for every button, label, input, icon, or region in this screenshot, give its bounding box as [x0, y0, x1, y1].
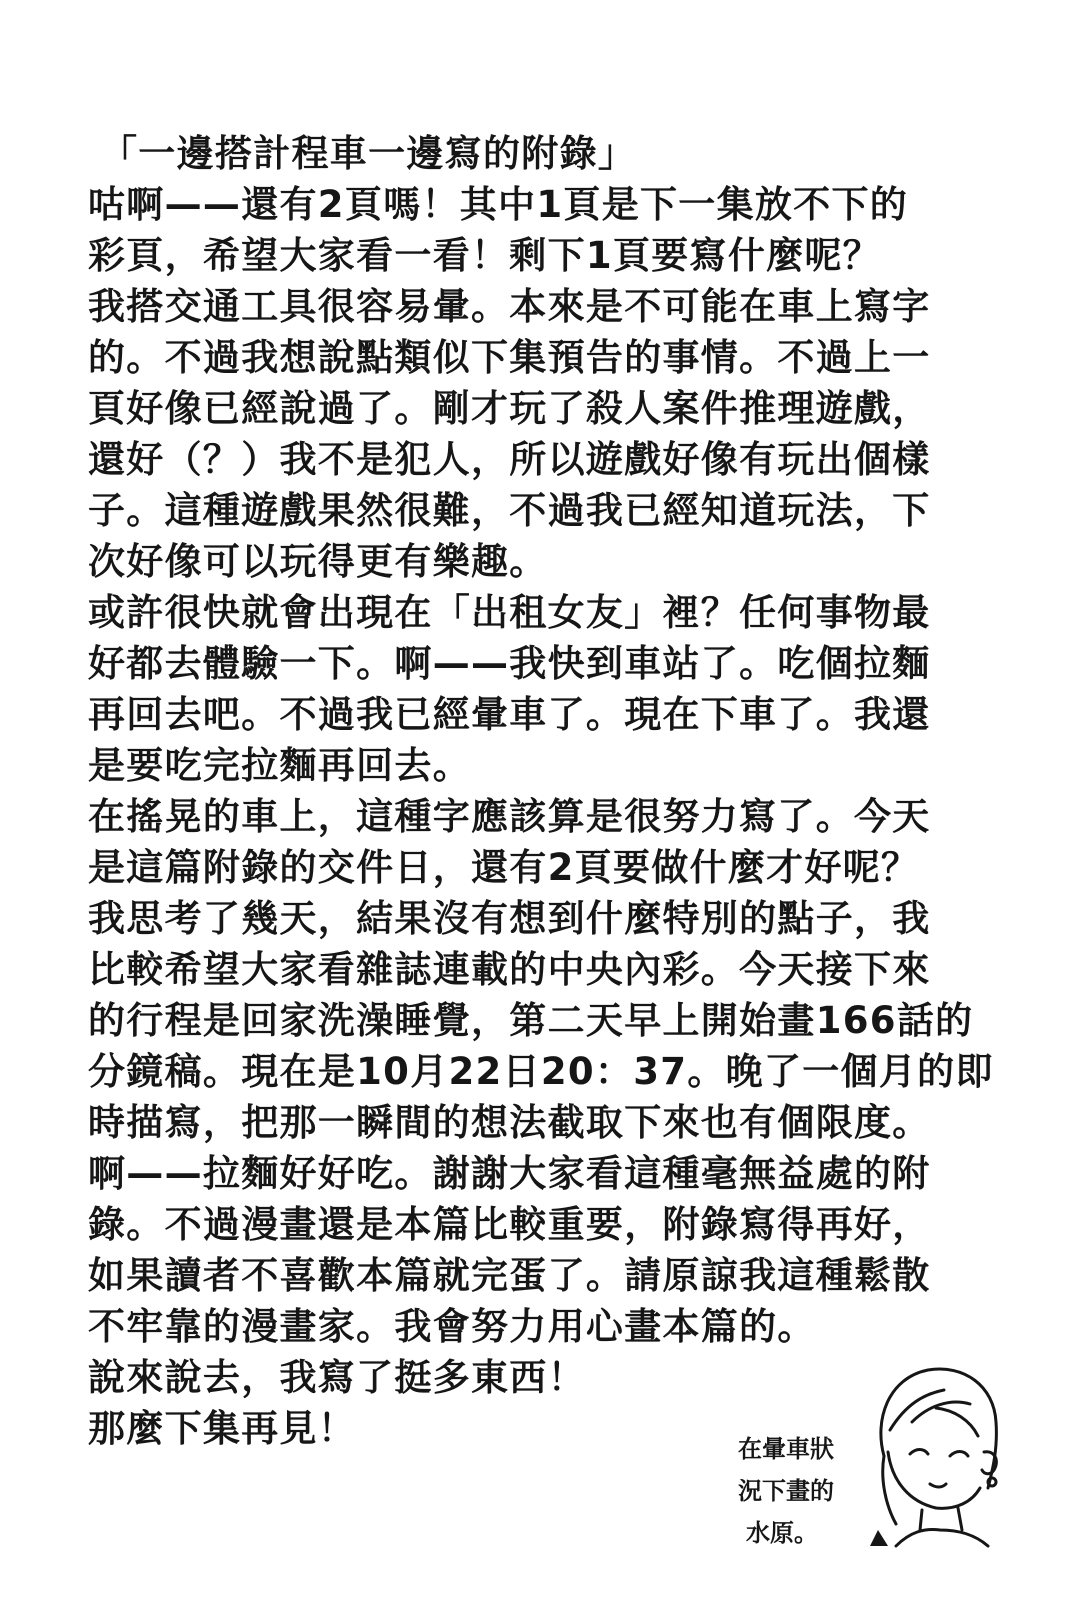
author-self-portrait	[866, 1360, 1006, 1550]
notes-line: 分鏡稿。現在是10月22日20：37。晚了一個月的即	[88, 1050, 994, 1093]
notes-line: 再回去吧。不過我已經暈車了。現在下車了。我還	[88, 693, 931, 736]
notes-line: 頁好像已經說過了。剛才玩了殺人案件推理遊戲，	[88, 387, 931, 430]
notes-line: 是要吃完拉麵再回去。	[88, 744, 471, 787]
notes-line: 還好（？）我不是犯人，所以遊戲好像有玩出個樣	[88, 438, 931, 481]
notes-title: 「一邊搭計程車一邊寫的附錄」	[100, 132, 637, 175]
notes-line: 或許很快就會出現在「出租女友」裡？任何事物最	[88, 591, 931, 634]
notes-line: 我思考了幾天，結果沒有想到什麼特別的點子，我	[88, 897, 931, 940]
notes-line: 那麼下集再見！	[88, 1407, 357, 1450]
notes-line: 如果讀者不喜歡本篇就完蛋了。請原諒我這種鬆散	[88, 1254, 931, 1297]
notes-line: 的行程是回家洗澡睡覺，第二天早上開始畫166話的	[88, 999, 974, 1042]
notes-line: 彩頁，希望大家看一看！剩下1頁要寫什麼呢？	[88, 234, 882, 277]
notes-line: 比較希望大家看雜誌連載的中央內彩。今天接下來	[88, 948, 931, 991]
caption-line: 況下畫的	[738, 1477, 834, 1505]
notes-line: 的。不過我想說點類似下集預告的事情。不過上一	[88, 336, 931, 379]
notes-line: 是這篇附錄的交件日，還有2頁要做什麼才好呢？	[88, 846, 920, 889]
caption-line: 在暈車狀	[738, 1435, 834, 1463]
notes-line: 我搭交通工具很容易暈。本來是不可能在車上寫字	[88, 285, 931, 328]
hair-tip-shading	[870, 1530, 888, 1546]
author-caption	[738, 1428, 868, 1554]
handwritten-notes	[88, 128, 998, 1454]
notes-line: 咕啊——還有2頁嗎！其中1頁是下一集放不下的	[88, 183, 909, 226]
notes-line: 次好像可以玩得更有樂趣。	[88, 540, 548, 583]
notes-line: 錄。不過漫畫還是本篇比較重要，附錄寫得再好，	[88, 1203, 931, 1246]
notes-line: 好都去體驗一下。啊——我快到車站了。吃個拉麵	[88, 642, 931, 685]
notes-line: 不牢靠的漫畫家。我會努力用心畫本篇的。	[88, 1305, 816, 1348]
notes-line: 說來說去，我寫了挺多東西！	[88, 1356, 586, 1399]
notes-line: 子。這種遊戲果然很難，不過我已經知道玩法，下	[88, 489, 931, 532]
caption-line: 水原。	[746, 1519, 818, 1547]
notes-line: 在搖晃的車上，這種字應該算是很努力寫了。今天	[88, 795, 931, 838]
notes-line: 時描寫，把那一瞬間的想法截取下來也有個限度。	[88, 1101, 931, 1144]
notes-line: 啊——拉麵好好吃。謝謝大家看這種毫無益處的附	[88, 1152, 931, 1195]
